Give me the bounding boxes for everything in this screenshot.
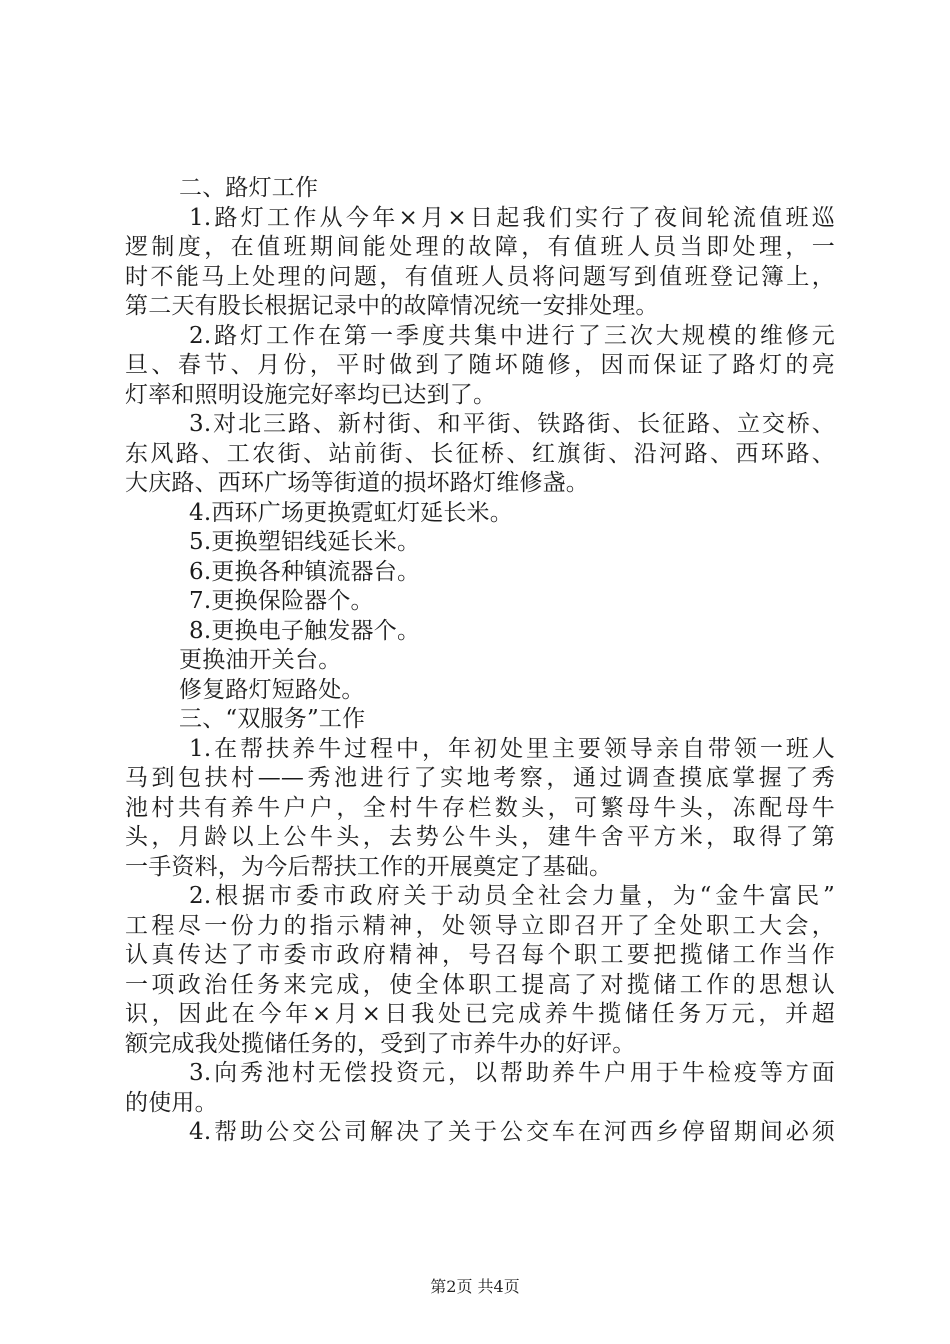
paragraph-line: 2.根据市委市政府关于动员全社会力量，为“金牛富民” <box>189 883 835 909</box>
paragraph-line: 工程尽一份力的指示精神，处领导立即召开了全处职工大会， <box>125 912 835 939</box>
paragraph-line: 三、“双服务”工作 <box>179 706 366 732</box>
paragraph-line: 5.更换塑铝线延长米。 <box>189 529 421 555</box>
paragraph-line: 时不能马上处理的问题，有值班人员将问题写到值班登记簿上， <box>125 263 835 290</box>
paragraph-line: 7.更换保险器个。 <box>189 588 374 614</box>
paragraph-line: 4.帮助公交公司解决了关于公交车在河西乡停留期间必须 <box>189 1119 835 1145</box>
paragraph-line: 8.更换电子触发器个。 <box>189 617 421 644</box>
paragraph-line: 6.更换各种镇流器台。 <box>189 558 421 585</box>
paragraph-line: 修复路灯短路处。 <box>179 676 365 703</box>
paragraph-line: 一项政治任务来完成，使全体职工提高了对揽储工作的思想认 <box>125 971 835 998</box>
paragraph-line: 的使用。 <box>125 1089 218 1116</box>
paragraph-line: 4.西环广场更换霓虹灯延长米。 <box>189 499 513 526</box>
document-body <box>125 174 835 1148</box>
paragraph-line: 头，月龄以上公牛头，去势公牛头，建牛舍平方米，取得了第 <box>125 824 835 850</box>
paragraph-line: 二、路灯工作 <box>179 175 319 201</box>
paragraph-line: 2.路灯工作在第一季度共集中进行了三次大规模的维修元 <box>189 322 835 349</box>
paragraph-line: 灯率和照明设施完好率均已达到了。 <box>125 381 497 408</box>
paragraph-line: 池村共有养牛户户，全村牛存栏数头，可繁母牛头，冻配母牛 <box>125 794 835 821</box>
paragraph-line: 1.在帮扶养牛过程中，年初处里主要领导亲自带领一班人 <box>189 735 835 762</box>
paragraph-line: 旦、春节、月份，平时做到了随坏随修，因而保证了路灯的亮 <box>125 352 835 378</box>
paragraph-line: 1.路灯工作从今年×月×日起我们实行了夜间轮流值班巡 <box>189 204 835 231</box>
paragraph-line: 更换油开关台。 <box>179 647 342 673</box>
paragraph-line: 识，因此在今年×月×日我处已完成养牛揽储任务万元，并超 <box>125 1001 835 1027</box>
paragraph-line: 3.向秀池村无偿投资元，以帮助养牛户用于牛检疫等方面 <box>189 1060 835 1086</box>
paragraph-line: 大庆路、西环广场等街道的损坏路灯维修盏。 <box>125 470 589 496</box>
paragraph-line: 东风路、工农街、站前街、长征桥、红旗街、沿河路、西环路、 <box>125 440 835 467</box>
paragraph-line: 3.对北三路、新村街、和平街、铁路街、长征路、立交桥、 <box>189 411 835 437</box>
paragraph-line: 额完成我处揽储任务的，受到了市养牛办的好评。 <box>125 1030 636 1057</box>
paragraph-line: 逻制度，在值班期间能处理的故障，有值班人员当即处理，一 <box>125 234 835 260</box>
paragraph-line: 一手资料，为今后帮扶工作的开展奠定了基础。 <box>125 853 613 880</box>
page-footer: 第2页 共4页 <box>430 1277 520 1296</box>
paragraph-line: 马到包扶村——秀池进行了实地考察，通过调查摸底掌握了秀 <box>125 765 835 791</box>
paragraph-line: 认真传达了市委市政府精神，号召每个职工要把揽储工作当作 <box>125 942 835 968</box>
paragraph-line: 第二天有股长根据记录中的故障情况统一安排处理。 <box>125 293 659 319</box>
